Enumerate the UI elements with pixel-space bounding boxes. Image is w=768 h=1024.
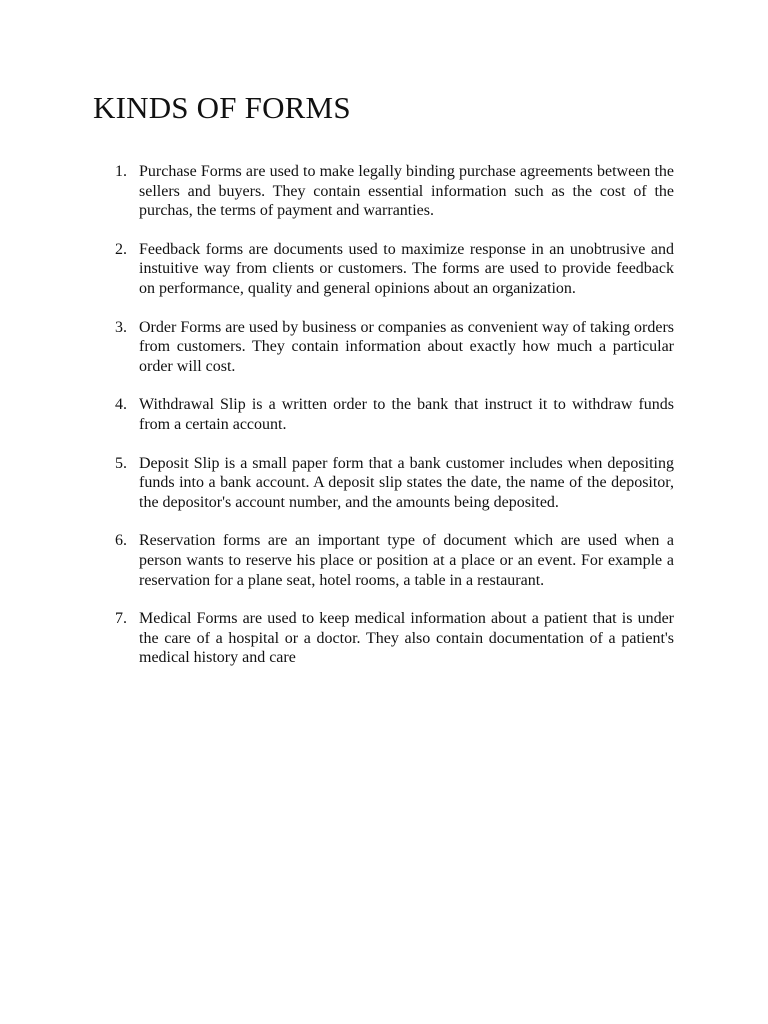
list-item-number: 6.	[115, 532, 127, 550]
list-item-number: 4.	[115, 396, 127, 414]
list-item	[0, 395, 768, 434]
list-item-number: 1.	[115, 163, 127, 180]
list-item-number: 3.	[115, 318, 127, 336]
list-item-number: 5.	[115, 454, 127, 472]
list-item-text: Medical Forms are used to keep medical information about a patient that is under the care of a hospital or a doctor. They also contain documentation of a patient's medical history and care	[139, 610, 674, 667]
list-item-number: 7.	[115, 610, 127, 628]
page-title: KINDS OF FORMS	[93, 90, 351, 125]
list-item	[0, 531, 768, 590]
list-item-text: Purchase Forms are used to make legally binding purchase agreements between the sellers and buyers. They contain essential information such as the cost of the purchas, the terms of payment and warranties.	[139, 163, 674, 220]
list-item	[0, 609, 768, 668]
list-item-number: 2.	[115, 240, 127, 258]
list-item-text: Order Forms are used by business or companies as convenient way of taking orders from customers. They contain information about exactly how much a particular order will cost.	[139, 318, 674, 375]
list-item	[0, 318, 768, 377]
list-item-text: Deposit Slip is a small paper form that a bank customer includes when depositing funds into a bank account. A deposit slip states the date, the name of the depositor, the depositor's account number, and the amounts being deposited.	[139, 454, 674, 511]
list-item	[0, 240, 768, 299]
list-item-text: Reservation forms are an important type of document which are used when a person wants to reserve his place or position at a place or an event. For example a reservation for a plane seat, hotel rooms, a table in a restaurant.	[139, 532, 674, 589]
forms-list	[0, 162, 768, 687]
list-item	[0, 454, 768, 513]
list-item-text: Feedback forms are documents used to maximize response in an unobtrusive and instuitive way from clients or customers. The forms are used to provide feedback on performance, quality and general opinions about an organization.	[139, 240, 674, 297]
list-item	[0, 162, 768, 221]
list-item-text: Withdrawal Slip is a written order to the bank that instruct it to withdraw funds from a certain account.	[139, 396, 674, 433]
